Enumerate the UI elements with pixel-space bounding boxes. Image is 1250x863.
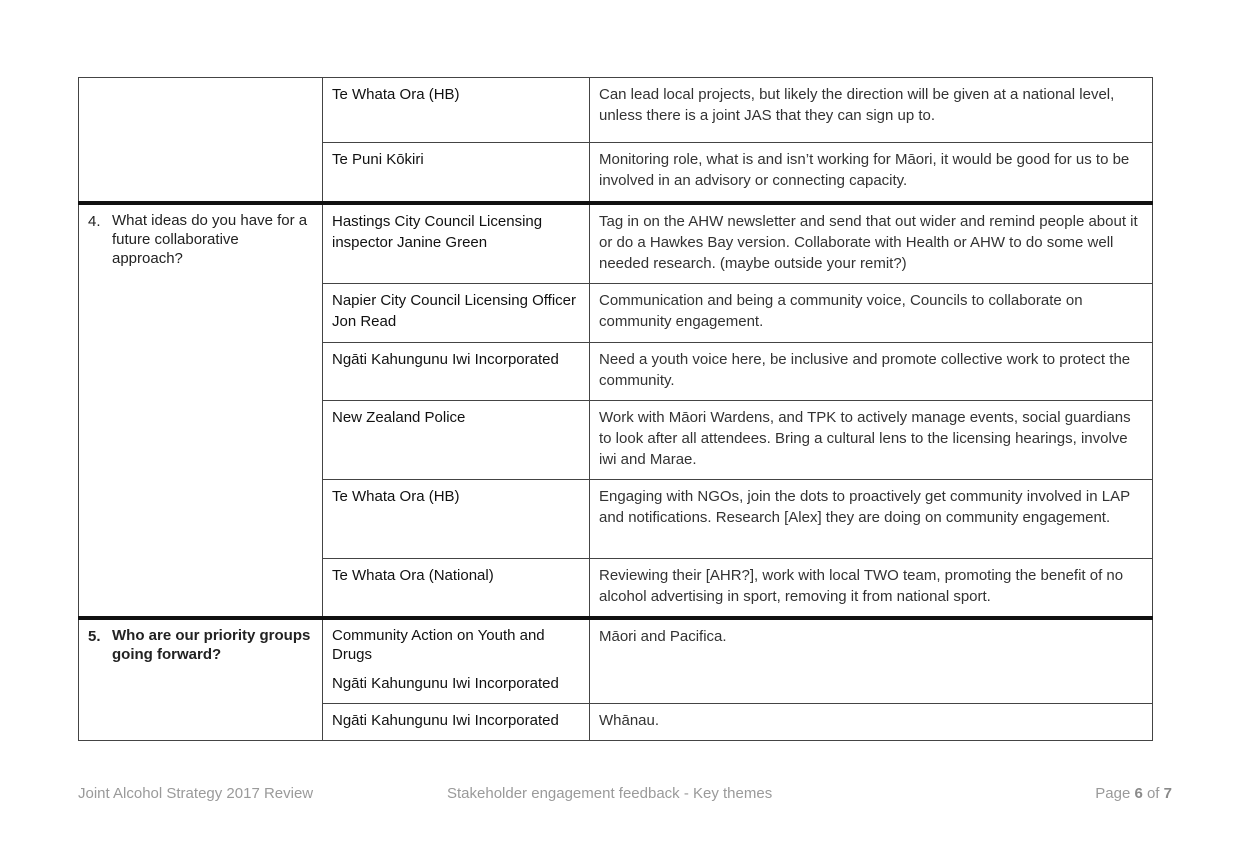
feedback-cell: Māori and Pacifica. — [590, 618, 1153, 704]
feedback-cell: Monitoring role, what is and isn’t working for Māori, it would be good for us to be involved in an advisory or connecting capacity. — [590, 143, 1153, 203]
stakeholder-cell — [323, 618, 590, 704]
stakeholder-cell: Napier City Council Licensing Officer Jon Read — [323, 284, 590, 343]
stakeholder-cell: Ngāti Kahungunu Iwi Incorporated — [323, 343, 590, 401]
page-current: 6 — [1134, 785, 1143, 802]
question-4 — [88, 211, 313, 268]
question-cell — [79, 203, 323, 618]
question-number: 4. — [88, 212, 101, 230]
table-row — [79, 618, 1153, 704]
stakeholder-cell: Hastings City Council Licensing inspector Janine Green — [323, 203, 590, 284]
footer-section-title: Stakeholder engagement feedback - Key themes — [447, 785, 773, 802]
question-cell — [79, 618, 323, 741]
stakeholder-cell: Te Whata Ora (HB) — [323, 480, 590, 559]
question-cell-continued — [79, 78, 323, 203]
question-5 — [88, 626, 313, 664]
feedback-cell: Work with Māori Wardens, and TPK to actively manage events, social guardians to look after all attendees. Bring a cultural lens to the licensing hearings, involve iwi and Marae. — [590, 401, 1153, 480]
feedback-cell: Need a youth voice here, be inclusive and promote collective work to protect the community. — [590, 343, 1153, 401]
page-prefix: Page — [1095, 785, 1135, 802]
question-text: Who are our priority groups going forward? — [112, 626, 311, 663]
table-row — [79, 203, 1153, 284]
feedback-cell: Tag in on the AHW newsletter and send that out wider and remind people about it or do a Hawkes Bay version. Collaborate with Health or AHW to do some well needed research. (maybe outside your remit?) — [590, 203, 1153, 284]
footer-document-title: Joint Alcohol Strategy 2017 Review — [78, 785, 314, 802]
stakeholder-cell: Ngāti Kahungunu Iwi Incorporated — [323, 704, 590, 741]
question-number: 5. — [88, 627, 101, 645]
feedback-cell: Can lead local projects, but likely the direction will be given at a national level, unless there is a joint JAS that they can sign up to. — [590, 78, 1153, 143]
question-text: What ideas do you have for a future collaborative approach? — [112, 211, 308, 267]
feedback-cell: Engaging with NGOs, join the dots to proactively get community involved in LAP and notifications. Research [Alex] they are doing on community engagement. — [590, 480, 1153, 559]
footer-page-number — [1095, 785, 1172, 802]
page-total: 7 — [1163, 785, 1172, 802]
page-of: of — [1142, 785, 1164, 802]
stakeholder-cell: Te Whata Ora (HB) — [323, 78, 590, 143]
stakeholder-name: Community Action on Youth and Drugs — [332, 626, 545, 663]
feedback-cell: Reviewing their [AHR?], work with local TWO team, promoting the benefit of no alcohol advertising in sport, removing it from national sport. — [590, 559, 1153, 618]
stakeholder-cell: Te Whata Ora (National) — [323, 559, 590, 618]
stakeholder-name: Ngāti Kahungunu Iwi Incorporated — [332, 674, 559, 692]
feedback-cell: Communication and being a community voice, Councils to collaborate on community engagement. — [590, 284, 1153, 343]
stakeholder-cell: New Zealand Police — [323, 401, 590, 480]
feedback-table — [78, 77, 1153, 741]
feedback-cell: Whānau. — [590, 704, 1153, 741]
table-row — [79, 78, 1153, 143]
stakeholder-cell: Te Puni Kōkiri — [323, 143, 590, 203]
